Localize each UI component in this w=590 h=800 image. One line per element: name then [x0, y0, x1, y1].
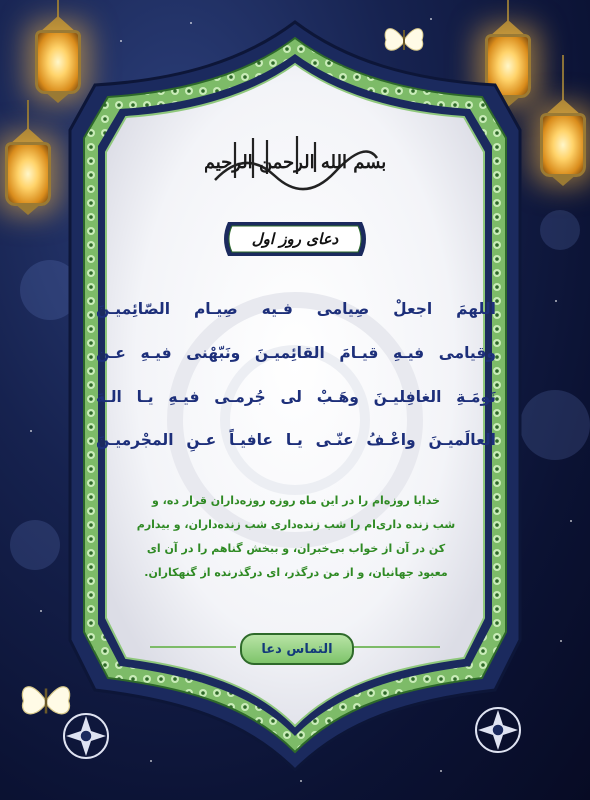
bismillah-calligraphy [205, 128, 385, 196]
dua-persian-line: معبود جهانیان، و از من درگذر، ای درگذرنده از گنهکاران. [144, 566, 448, 579]
dua-arabic-line: نَومَـةِ الغافِلیـنَ وهَـبْ لی جُرمـی فیـهِ یـا الـهَ [96, 388, 496, 406]
dua-arabic-line: اللهمَ اجعلْ صِيامی فـيه صِيـام الصّائِمیـنَ [96, 300, 496, 318]
bismillah-text: بسم الله الرحمن الرحیم [205, 152, 385, 173]
page-title: دعای روز اول [251, 230, 339, 248]
dua-persian-line: خدایا روزه‌ام را در این ماه روزه روزه‌داران قرار ده، و [152, 494, 440, 507]
islamic-medallion-icon [60, 710, 112, 762]
butterfly-icon [382, 20, 426, 60]
iltimas-dua-badge [240, 633, 354, 665]
title-cartouche [221, 219, 369, 259]
islamic-medallion-icon [472, 704, 524, 756]
iltimas-dua-label: التماس دعا [261, 641, 333, 657]
dua-persian-line: شب زنده داری‌ام را شب زنده‌داری شب زنده‌داران، و بیدارم [136, 518, 456, 531]
dua-arabic-line: العالَمیـنَ واعْـفُ عنّـی یـا عافیـاً عـنِ المجْرمیـنَ [96, 431, 496, 449]
dua-arabic-line: وقیامی فیـهِ قیـامَ القائِمیـنَ ونَبّهْنی فیـهِ عـن [96, 344, 496, 362]
dua-persian-line: کن در آن از خواب بی‌خبران، و ببخش گناهم را در آن ای [146, 542, 446, 555]
